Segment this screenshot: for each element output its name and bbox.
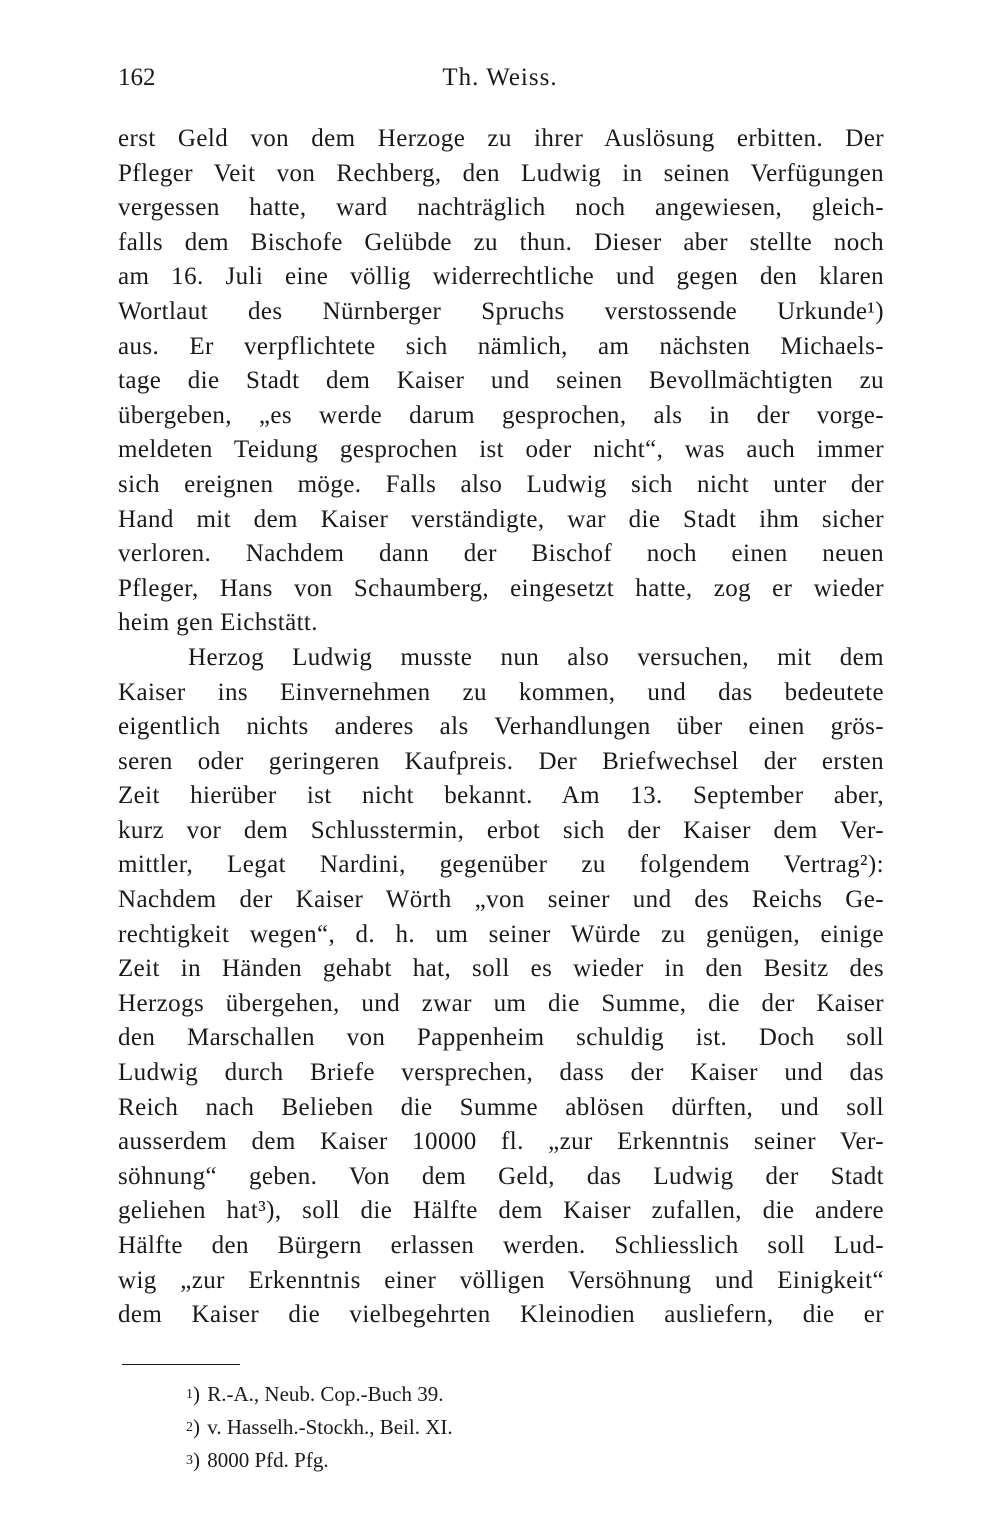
text-line: meldeten Teidung gesprochen ist oder nicht“, was auch immer [118,436,884,464]
paragraph-start-line: Herzog Ludwig musste nun also versuchen, mit dem [188,643,884,671]
text-line: wig „zur Erkenntnis einer völligen Versöhnung und Einigkeit“ [118,1266,884,1294]
text-line: rechtigkeit wegen“, d. h. um seiner Würde zu genügen, einige [118,920,884,948]
text-line: eigentlich nichts anderes als Verhandlungen über einen grös- [118,713,884,741]
text-line: Ludwig durch Briefe versprechen, dass der Kaiser und das [118,1059,884,1087]
paragraph-end-line: heim gen Eichstätt. [118,609,318,637]
text-line: übergeben, „es werde darum gesprochen, als in der vorge- [118,401,884,429]
text-line: am 16. Juli eine völlig widerrechtliche und gegen den klaren [118,263,884,291]
footnote-mark: $^3$ ) [186,1453,200,1468]
text-line: Wortlaut des Nürnberger Spruchs verstossende Urkunde¹) [118,297,884,325]
text-line: Reich nach Belieben die Summe ablösen dürften, und soll [118,1093,884,1121]
body-text [118,122,884,1333]
text-line: Kaiser ins Einvernehmen zu kommen, und das bedeutete [118,678,884,706]
text-line: verloren. Nachdem dann der Bischof noch einen neuen [118,540,884,568]
text-line: tage die Stadt dem Kaiser und seinen Bevollmächtigten zu [118,367,884,395]
footnotes [186,1378,706,1477]
text-line: den Marschallen von Pappenheim schuldig ist. Doch soll [118,1024,884,1052]
text-line: Pfleger Veit von Rechberg, den Ludwig in seinen Verfügungen [118,159,884,187]
text-line: vergessen hatte, ward nachträglich noch angewiesen, gleich- [118,194,884,222]
text-line: Herzogs übergehen, und zwar um die Summe, die der Kaiser [118,989,884,1017]
text-line: mittler, Legat Nardini, gegenüber zu folgendem Vertrag²): [118,851,884,879]
footnote-divider [122,1364,240,1365]
text-line: Zeit in Händen gehabt hat, soll es wieder in den Besitz des [118,955,884,983]
text-line: söhnung“ geben. Von dem Geld, das Ludwig der Stadt [118,1162,884,1190]
text-line: dem Kaiser die vielbegehrten Kleinodien ausliefern, die er [118,1301,884,1329]
text-line: geliehen hat³), soll die Hälfte dem Kaiser zufallen, die andere [118,1197,884,1225]
text-line: Hand mit dem Kaiser verständigte, war die Stadt ihm sicher [118,505,884,533]
text-line: Nachdem der Kaiser Wörth „von seiner und des Reichs Ge- [118,886,884,914]
footnote [186,1411,706,1444]
footnote-text: v. Hasselh.-Stockh., Beil. XI. [207,1415,453,1439]
footnote-text: R.-A., Neub. Cop.-Buch 39. [207,1382,444,1406]
footnote-mark: $^1$ ) [186,1387,200,1402]
page-header [118,64,882,98]
text-line: Hälfte den Bürgern erlassen werden. Schliesslich soll Lud- [118,1232,884,1259]
text-line: erst Geld von dem Herzoge zu ihrer Auslösung erbitten. Der [118,125,884,152]
text-line: falls dem Bischofe Gelübde zu thun. Dieser aber stellte noch [118,228,884,256]
footnote-text: 8000 Pfd. Pfg. [207,1448,329,1472]
footnote [186,1444,706,1477]
text-line: Zeit hierüber ist nicht bekannt. Am 13. September aber, [118,782,884,810]
text-line: sich ereignen möge. Falls also Ludwig sich nicht unter der [118,470,884,498]
text-line: seren oder geringeren Kaufpreis. Der Briefwechsel der ersten [118,747,884,775]
footnote-mark: $^2$ ) [186,1420,200,1435]
text-line: Pfleger, Hans von Schaumberg, eingesetzt hatte, zog er wieder [118,574,884,602]
footnote [186,1378,706,1411]
text-line: ausserdem dem Kaiser 10000 fl. „zur Erkenntnis seiner Ver- [118,1128,884,1156]
text-line: aus. Er verpflichtete sich nämlich, am nächsten Michaels- [118,332,884,360]
running-head: Th. Weiss. [442,64,558,91]
text-line: kurz vor dem Schlusstermin, erbot sich der Kaiser dem Ver- [118,816,884,844]
page-number: 162 [118,64,156,91]
